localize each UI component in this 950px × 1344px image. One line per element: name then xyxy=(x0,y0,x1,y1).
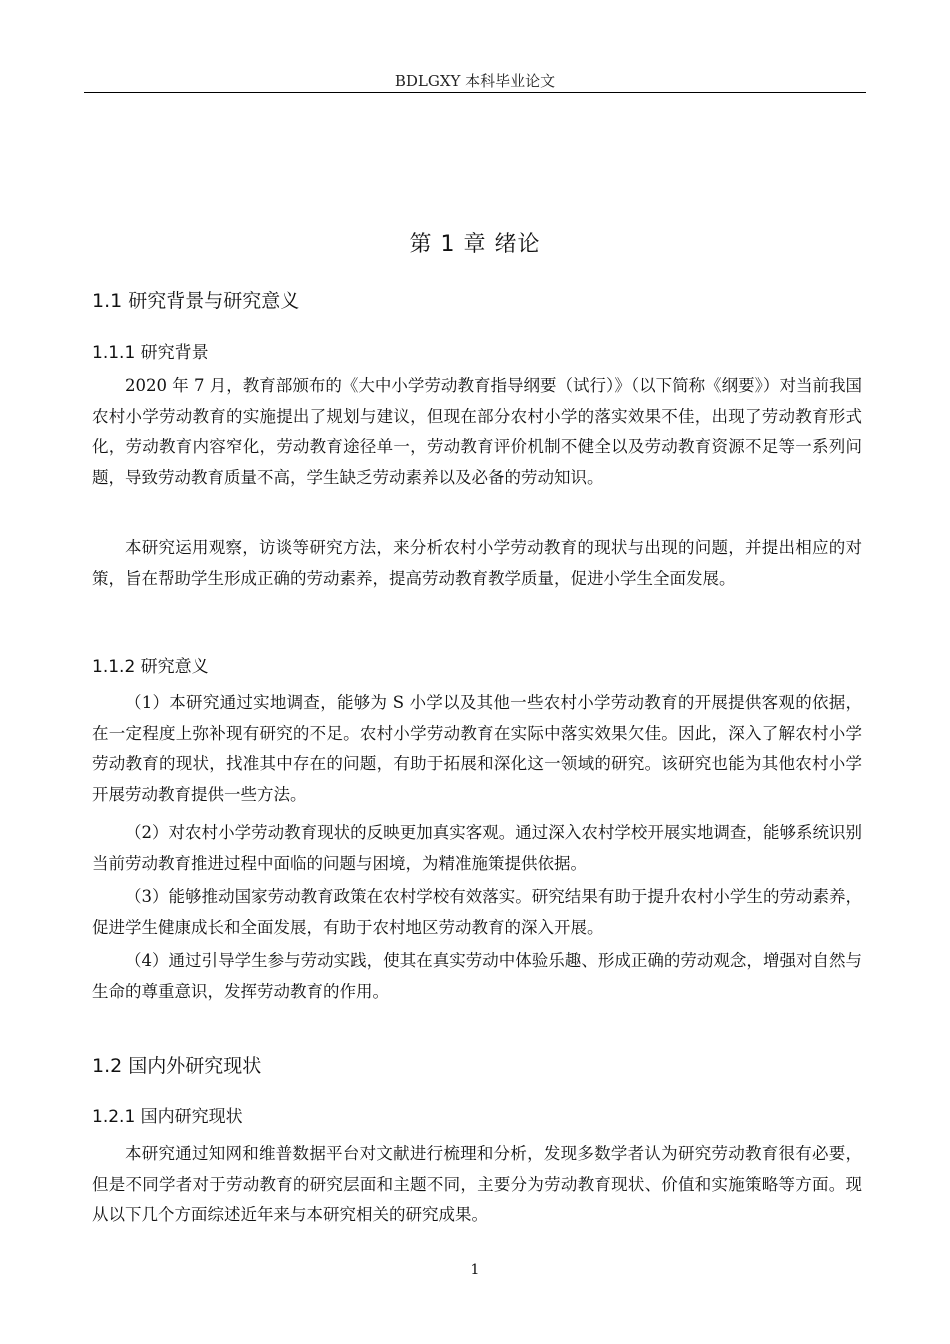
section-heading-1-2: 1.2 国内外研究现状 xyxy=(92,1055,262,1077)
subsection-heading-1-1-2: 1.1.2 研究意义 xyxy=(92,657,209,677)
paragraph-significance-1: （1）本研究通过实地调查，能够为 S 小学以及其他一些农村小学劳动教育的开展提供客观的依据，在一定程度上弥补现有研究的不足。农村小学劳动教育在实际中落实效果欠佳。因此，深入了解农村小学劳动教育的现状，找准其中存在的问题，有助于拓展和深化这一领域的研究。该研究也能为其他农村小学开展劳动教育提供一些方法。 xyxy=(92,693,862,804)
paragraph-background-1: 2020 年 7 月，教育部颁布的《大中小学劳动教育指导纲要（试行）》（以下简称《纲要》）对当前我国农村小学劳动教育的实施提出了规划与建议，但现在部分农村小学的落实效果不佳，出现了劳动教育形式化，劳动教育内容窄化，劳动教育途径单一，劳动教育评价机制不健全以及劳动教育资源不足等一系列问题，导致劳动教育质量不高，学生缺乏劳动素养以及必备的劳动知识。 xyxy=(92,376,862,487)
page-number: 1 xyxy=(470,1262,480,1278)
paragraph-significance-2: （2）对农村小学劳动教育现状的反映更加真实客观。通过深入农村学校开展实地调查，能够系统识别当前劳动教育推进过程中面临的问题与困境，为精准施策提供依据。 xyxy=(92,823,862,873)
subsection-heading-1-1-1: 1.1.1 研究背景 xyxy=(92,343,209,363)
paragraph-domestic-research: 本研究通过知网和维普数据平台对文献进行梳理和分析，发现多数学者认为研究劳动教育很有必要，但是不同学者对于劳动教育的研究层面和主题不同，主要分为劳动教育现状、价值和实施策略等方面。现从以下几个方面综述近年来与本研究相关的研究成果。 xyxy=(92,1144,862,1224)
paragraph-significance-3: （3）能够推动国家劳动教育政策在农村学校有效落实。研究结果有助于提升农村小学生的劳动素养，促进学生健康成长和全面发展，有助于农村地区劳动教育的深入开展。 xyxy=(92,887,862,937)
paragraph-background-2: 本研究运用观察，访谈等研究方法，来分析农村小学劳动教育的现状与出现的问题，并提出相应的对策，旨在帮助学生形成正确的劳动素养，提高劳动教育教学质量，促进小学生全面发展。 xyxy=(92,538,862,588)
chapter-title: 第 1 章 绪论 xyxy=(409,231,541,257)
subsection-heading-1-2-1: 1.2.1 国内研究现状 xyxy=(92,1107,243,1127)
paragraph-significance-4: （4）通过引导学生参与劳动实践，使其在真实劳动中体验乐趣、形成正确的劳动观念，增强对自然与生命的尊重意识，发挥劳动教育的作用。 xyxy=(92,951,862,1001)
running-header: BDLGXY 本科毕业论文 xyxy=(394,72,556,90)
section-heading-1-1: 1.1 研究背景与研究意义 xyxy=(92,290,300,312)
header-rule xyxy=(84,92,866,93)
